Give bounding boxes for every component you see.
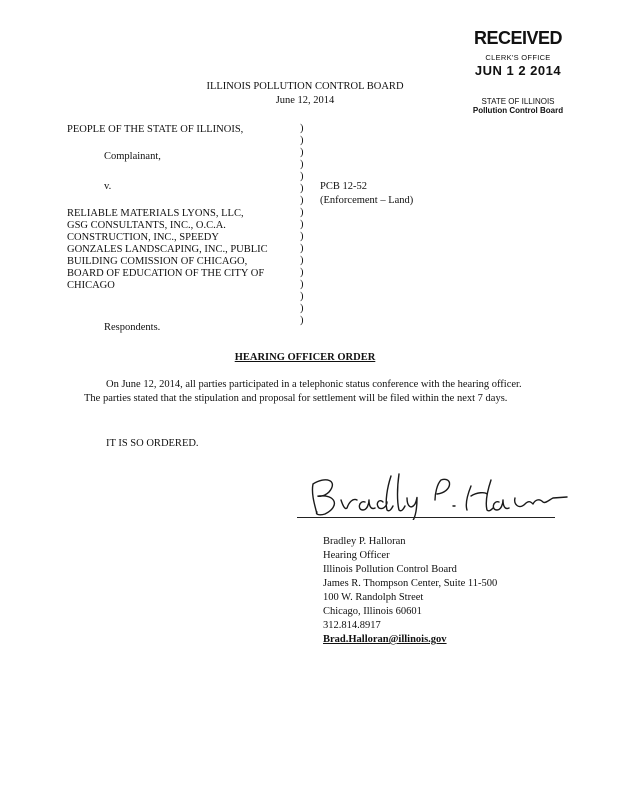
respondent-line: CHICAGO <box>67 280 115 291</box>
caption-paren: ) <box>300 135 304 146</box>
respondent-line: RELIABLE MATERIALS LYONS, LLC, <box>67 208 244 219</box>
case-number: PCB 12-52 <box>320 181 367 192</box>
caption-paren: ) <box>300 267 304 278</box>
respondent-line: BUILDING COMISSION OF CHICAGO, <box>67 256 248 267</box>
caption-paren: ) <box>300 171 304 182</box>
received-stamp-clerks-office: CLERK'S OFFICE <box>485 53 551 62</box>
received-stamp-state: STATE OF ILLINOIS <box>481 97 555 106</box>
officer-name: Bradley P. Halloran <box>323 536 406 547</box>
caption-paren: ) <box>300 315 304 326</box>
respondent-line: CONSTRUCTION, INC., SPEEDY <box>67 232 219 243</box>
hearing-officer-block <box>323 535 497 647</box>
caption-paren: ) <box>300 231 304 242</box>
officer-board: Illinois Pollution Control Board <box>323 564 457 575</box>
officer-address-line-3: Chicago, Illinois 60601 <box>323 606 422 617</box>
caption-paren: ) <box>300 123 304 134</box>
respondents-names <box>67 208 268 292</box>
caption-paren: ) <box>300 207 304 218</box>
caption-paren: ) <box>300 159 304 170</box>
received-stamp-board: Pollution Control Board <box>472 106 564 115</box>
respondents-label: Respondents. <box>104 322 161 333</box>
caption-paren-column <box>300 123 304 327</box>
order-title: HEARING OFFICER ORDER <box>234 352 376 363</box>
respondent-line: GONZALES LANDSCAPING, INC., PUBLIC <box>67 244 268 255</box>
caption-paren: ) <box>300 195 304 206</box>
complainant-label: Complainant, <box>104 151 161 162</box>
received-stamp-title: RECEIVED <box>473 28 563 48</box>
caption-paren: ) <box>300 279 304 290</box>
officer-phone: 312.814.8917 <box>323 620 381 631</box>
case-info <box>320 180 413 208</box>
officer-address-line-2: 100 W. Randolph Street <box>323 592 424 603</box>
order-paragraph: On June 12, 2014, all parties participated in a telephonic status conference with the hearing officer. The parties stated that the stipulation and proposal for settlement will be filed within the next 7 days. <box>84 379 522 404</box>
caption-paren: ) <box>300 291 304 302</box>
case-type: (Enforcement – Land) <box>320 195 414 206</box>
order-date: June 12, 2014 <box>275 95 335 106</box>
order-closing: IT IS SO ORDERED. <box>106 438 199 449</box>
plaintiff-name: PEOPLE OF THE STATE OF ILLINOIS, <box>67 124 244 135</box>
caption-paren: ) <box>300 219 304 230</box>
caption-paren: ) <box>300 183 304 194</box>
caption-paren: ) <box>300 147 304 158</box>
signature-line <box>297 517 555 518</box>
caption-paren: ) <box>300 255 304 266</box>
board-name-heading: ILLINOIS POLLUTION CONTROL BOARD <box>206 81 404 92</box>
respondent-line: BOARD OF EDUCATION OF THE CITY OF <box>67 268 265 279</box>
respondent-line: GSG CONSULTANTS, INC., O.C.A. <box>67 220 226 231</box>
caption-paren: ) <box>300 243 304 254</box>
versus-label: v. <box>104 181 112 192</box>
officer-email-link[interactable]: Brad.Halloran@illinois.gov <box>323 634 447 645</box>
officer-address-line-1: James R. Thompson Center, Suite 11-500 <box>323 578 498 589</box>
caption-paren: ) <box>300 303 304 314</box>
received-stamp-date: JUN 1 2 2014 <box>474 63 562 78</box>
handwritten-signature <box>295 470 570 520</box>
officer-title: Hearing Officer <box>323 550 390 561</box>
